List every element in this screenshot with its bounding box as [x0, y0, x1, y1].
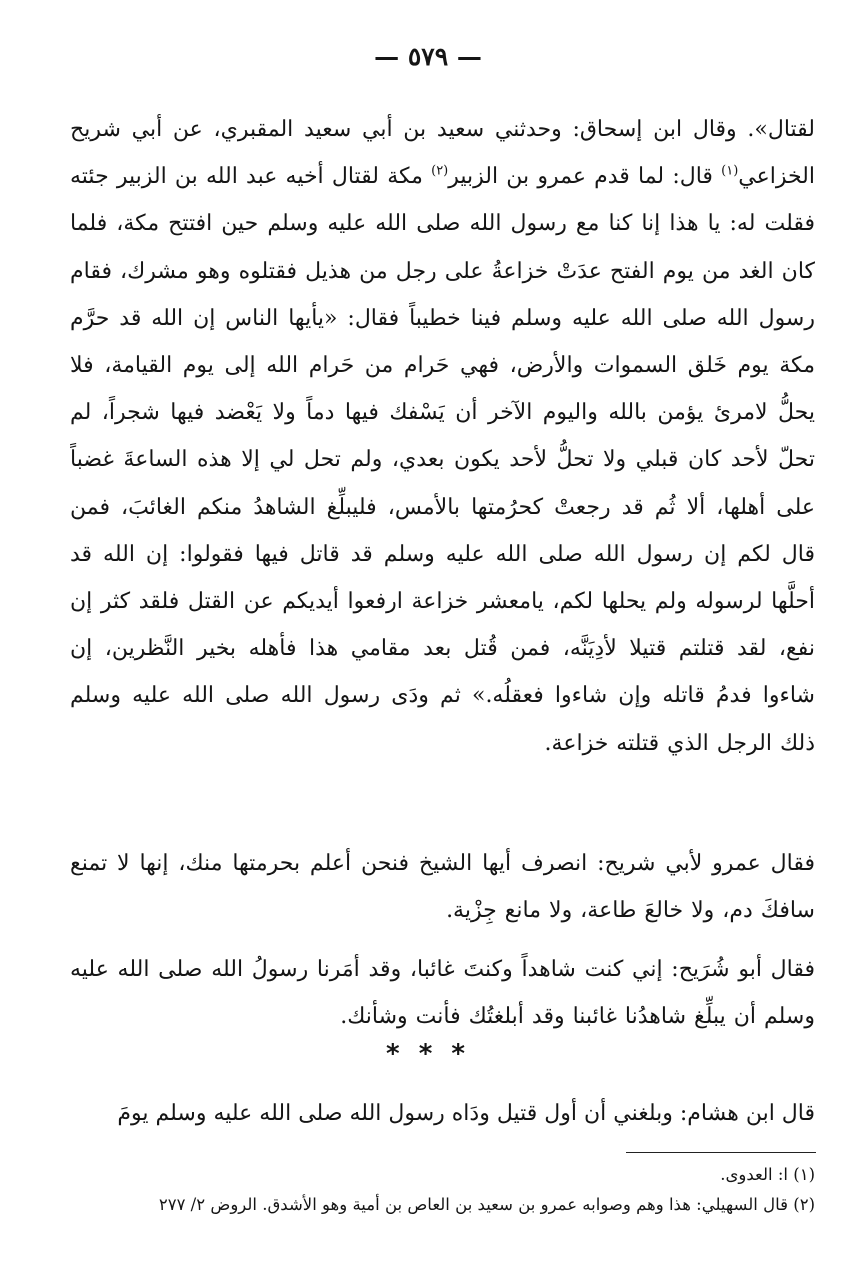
footnote-2: (٢) قال السهيلي: هذا وهم وصوابه عمرو بن سعيد بن العاص بن أمية وهو الأشدق. الروض ٢/ ٢٧٧ — [158, 1195, 815, 1214]
paragraph-1-part-a: لقتال». وقال ابن إسحاق: وحدثني سعيد بن أبي سعيد المقبري، عن أبي شريح الخزاعي — [70, 117, 815, 190]
paragraph-3: فقال أبو شُرَيح: إني كنت شاهداً وكنتَ غائبا، وقد أمَرنا رسولُ الله صلى الله عليه وسلم أن يبلِّغ شاهدُنا غائبنا وقد أبلغتُك فأنت وشأنك. — [70, 957, 815, 1030]
main-text — [70, 106, 815, 1041]
paragraph-1-part-c: مكة لقتال أخيه عبد الله بن الزبير جئته فقلت له: يا هذا إنا كنا مع رسول الله صلى الله عليه وسلم حين افتتح مكة، فلما كان الغد من يوم الفتح عدَتْ خزاعةُ على رجل من هذيل فقتلوه وهو مشرك، فقام رسول الله صلى الله عليه وسلم فينا خطيباً فقال: «يأيها الناس إن الله قد حرَّم مكة يوم خَلق السموات والأرض، فهي حَرام من حَرام الله إلى يوم القيامة، فلا يحلُّ لامرئ يؤمن بالله واليوم الآخر أن يَسْفك فيها دماً ولا يَعْضد فيها شجراً، لم تحلّ لأحد كان قبلي ولا تحلُّ لأحد يكون بعدي، ولم تحل لي إلا هذه الساعةَ غضباً على أهلها، ألا ثُم قد رجعتْ كحرُمتها بالأمس، فليبلِّغ الشاهدُ منكم الغائبَ، فمن قال لكم إن رسول الله صلى الله عليه وسلم قد قاتل فيها فقولوا: إن الله قد أحلَّها لرسوله ولم يحلها لكم، يامعشر خزاعة ارفعوا أيديكم عن القتل فلقد كثر إن نفع، لقد قتلتم قتيلا لأدِيَنَّه، فمن قُتل بعد مقامي هذا فأهله بخير النَّظرين، إن شاءوا فدمُ قاتله وإن شاءوا فعقلُه.» ثم ودَى رسول الله صلى الله عليه وسلم ذلك الرجل الذي قتلته خزاعة. — [70, 164, 815, 756]
paragraph-1 — [70, 106, 815, 814]
footnotes — [70, 1160, 815, 1220]
footnote-divider — [626, 1152, 816, 1153]
footnote-ref-1: (١) — [721, 163, 739, 179]
paragraph-2: فقال عمرو لأبي شريح: انصرف أيها الشيخ فنحن أعلم بحرمتها منك، إنها لا تمنع سافكَ دم، ولا خالعَ طاعة، ولا مانع جِزْية. — [70, 851, 815, 924]
footnote-1: (١) ا: العدوى. — [720, 1165, 815, 1184]
paragraph-1-part-b: قال: لما قدم عمرو بن الزبير — [448, 164, 722, 190]
paragraph-4: قال ابن هشام: وبلغني أن أول قتيل ودَاه رسول الله صلى الله عليه وسلم يومَ — [117, 1101, 815, 1126]
section-separator: * * * — [386, 1039, 470, 1069]
page-number: — ٥٧٩ — — [374, 42, 482, 71]
footnote-ref-2: (٢) — [431, 163, 449, 179]
